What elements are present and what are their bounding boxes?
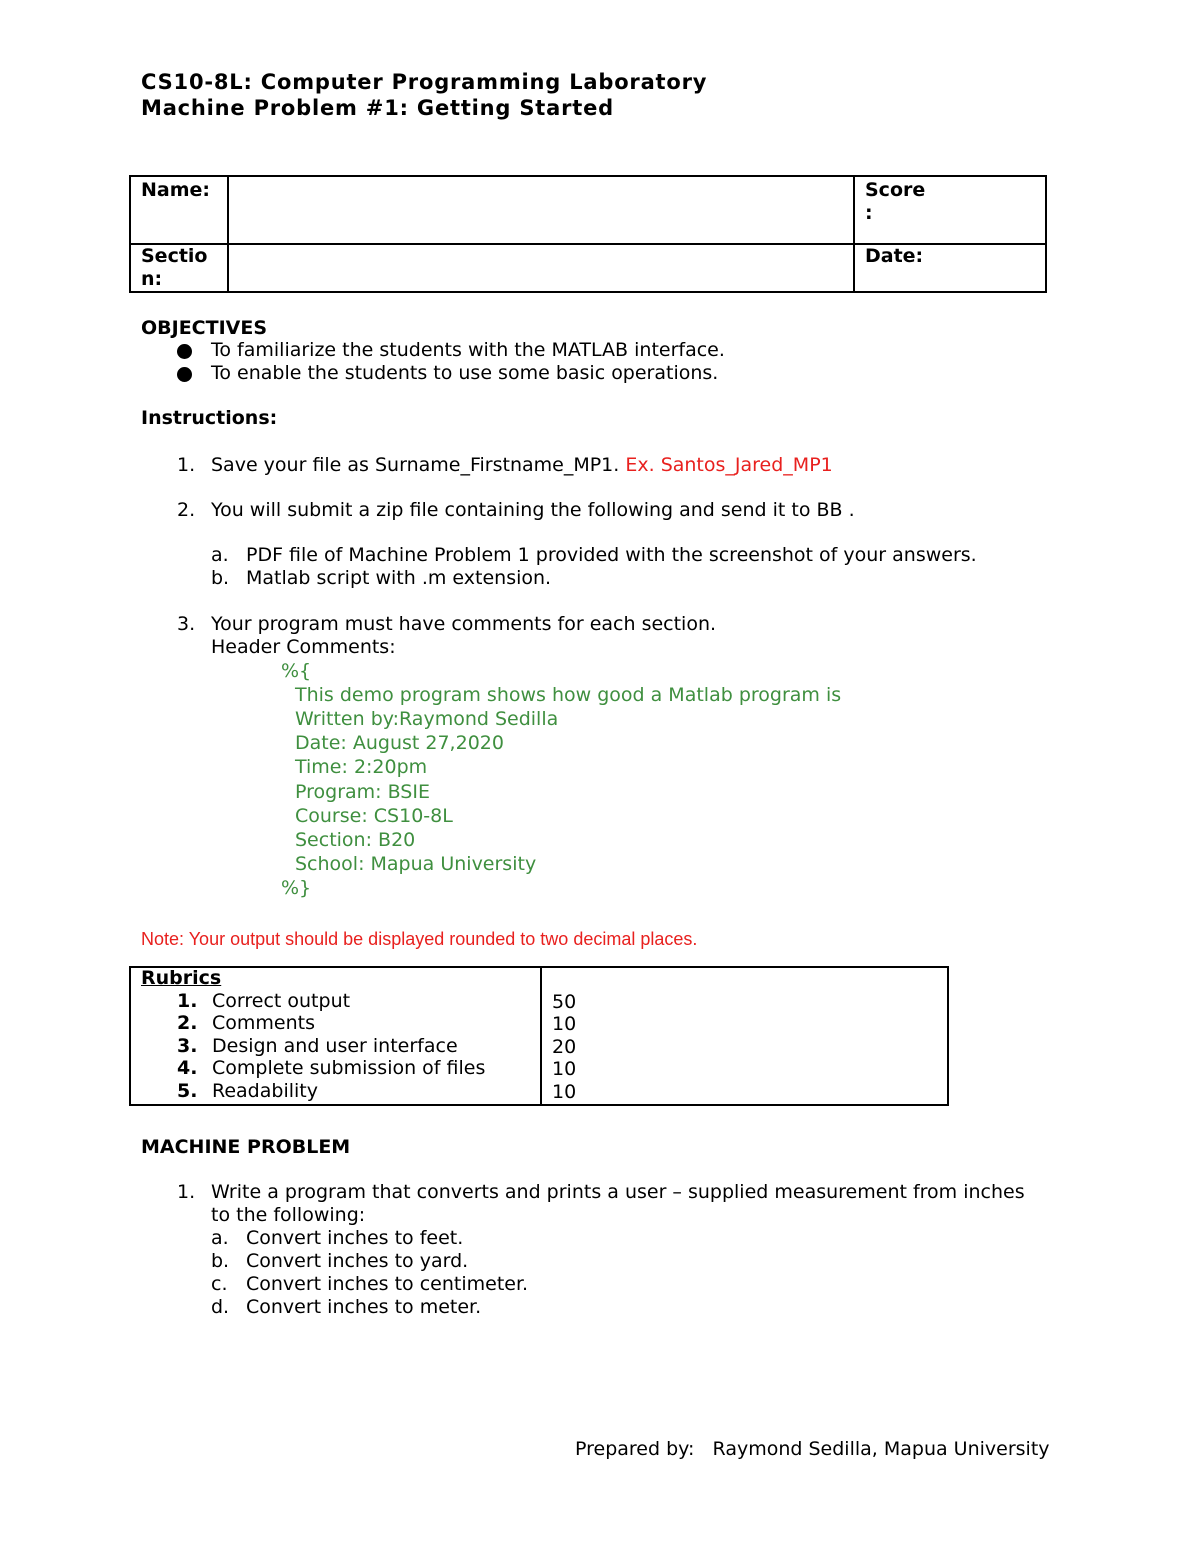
code-line: School: Mapua University [295, 853, 537, 875]
problem-number: 1. [177, 1181, 196, 1203]
machine-problem-heading: MACHINE PROBLEM [141, 1136, 351, 1158]
objective-item: To familiarize the students with the MATLAB interface. [211, 339, 725, 361]
date-label: Date: [865, 245, 924, 267]
rubric-points: 50 [552, 990, 577, 1013]
instructions-heading: Instructions: [141, 407, 278, 429]
section-label: Sectio [141, 245, 208, 267]
rubric-label: Complete submission of files [212, 1057, 486, 1079]
score-label: Score [865, 179, 926, 201]
sub-item: Matlab script with .m extension. [246, 567, 552, 589]
sub-letter: d. [211, 1296, 230, 1318]
rubrics-points-cell [541, 967, 948, 1105]
instruction-number: 3. [177, 613, 196, 635]
name-field[interactable] [228, 176, 854, 244]
code-line: Section: B20 [295, 829, 416, 851]
rubric-item [141, 1080, 530, 1103]
rubrics-criteria-cell [130, 967, 541, 1105]
prepared-label: Prepared by: [575, 1438, 695, 1460]
sub-letter: a. [211, 544, 229, 566]
rubric-points: 20 [552, 1035, 577, 1058]
name-label: Name: [141, 179, 211, 201]
instruction-number: 2. [177, 499, 196, 521]
instruction-number: 1. [177, 454, 196, 476]
problem-text-cont: to the following: [211, 1204, 366, 1226]
code-line: Date: August 27,2020 [295, 732, 504, 754]
code-close: %} [281, 877, 312, 899]
rubric-num: 5. [177, 1079, 198, 1102]
bullet-icon [177, 367, 192, 382]
problem-text: Write a program that converts and prints a user – supplied measurement from inches [211, 1181, 1025, 1203]
rubric-points: 10 [552, 1013, 577, 1035]
header-comments-label: Header Comments: [211, 636, 396, 658]
rubric-item [141, 1035, 530, 1058]
rounding-note: Note: Your output should be displayed rounded to two decimal places. [141, 929, 698, 949]
sub-item: Convert inches to meter. [246, 1296, 482, 1318]
sub-letter: b. [211, 567, 230, 589]
rubric-num: 4. [177, 1057, 198, 1079]
sub-letter: a. [211, 1227, 229, 1249]
score-label-cell [854, 176, 1046, 244]
sub-item: PDF file of Machine Problem 1 provided with the screenshot of your answers. [246, 544, 977, 566]
rubrics-table [129, 966, 949, 1106]
sub-item: Convert inches to feet. [246, 1227, 464, 1249]
sub-letter: c. [211, 1273, 228, 1295]
instruction-text: Save your file as Surname_Firstname_MP1. [211, 454, 620, 476]
rubric-item [141, 990, 530, 1013]
instruction-item-1 [211, 454, 833, 476]
sub-letter: b. [211, 1250, 230, 1272]
code-line: Written by:Raymond Sedilla [295, 708, 559, 730]
filename-example: Ex. Santos_Jared_MP1 [625, 454, 833, 476]
code-line: This demo program shows how good a Matlab program is [295, 684, 842, 706]
section-field[interactable] [228, 244, 854, 292]
rubric-item [141, 1057, 530, 1080]
rubric-num: 3. [177, 1034, 198, 1057]
name-label-cell [130, 176, 228, 244]
section-label-cell [130, 244, 228, 292]
objectives-heading: OBJECTIVES [141, 317, 268, 339]
rubric-label: Comments [212, 1012, 315, 1034]
course-title: CS10-8L: Computer Programming Laboratory [141, 70, 708, 94]
rubric-points: 10 [552, 1080, 577, 1103]
student-info-table [129, 175, 1047, 293]
sub-item: Convert inches to centimeter. [246, 1273, 529, 1295]
rubric-label: Readability [212, 1079, 318, 1102]
code-line: Time: 2:20pm [295, 756, 428, 778]
rubric-num: 2. [177, 1012, 198, 1034]
date-label-cell [854, 244, 1046, 292]
sub-item: Convert inches to yard. [246, 1250, 469, 1272]
instruction-item-2: You will submit a zip file containing the following and send it to BB . [211, 499, 855, 521]
bullet-icon [177, 344, 192, 359]
rubric-num: 1. [177, 989, 198, 1012]
instruction-item-3: Your program must have comments for each section. [211, 613, 717, 635]
section-label-cont: n: [141, 268, 163, 290]
score-label-colon: : [865, 202, 873, 224]
objective-item: To enable the students to use some basic operations. [211, 362, 719, 384]
prepared-name: Raymond Sedilla, Mapua University [712, 1438, 1050, 1460]
problem-title: Machine Problem #1: Getting Started [141, 96, 614, 120]
code-line: Course: CS10-8L [295, 805, 453, 827]
prepared-by [575, 1438, 1050, 1460]
rubric-label: Correct output [212, 989, 351, 1012]
rubrics-heading: Rubrics [141, 967, 222, 989]
rubric-points: 10 [552, 1058, 577, 1080]
rubric-label: Design and user interface [212, 1034, 458, 1057]
rubric-item [141, 1012, 530, 1035]
code-line: Program: BSIE [295, 781, 430, 803]
code-open: %{ [281, 660, 312, 682]
